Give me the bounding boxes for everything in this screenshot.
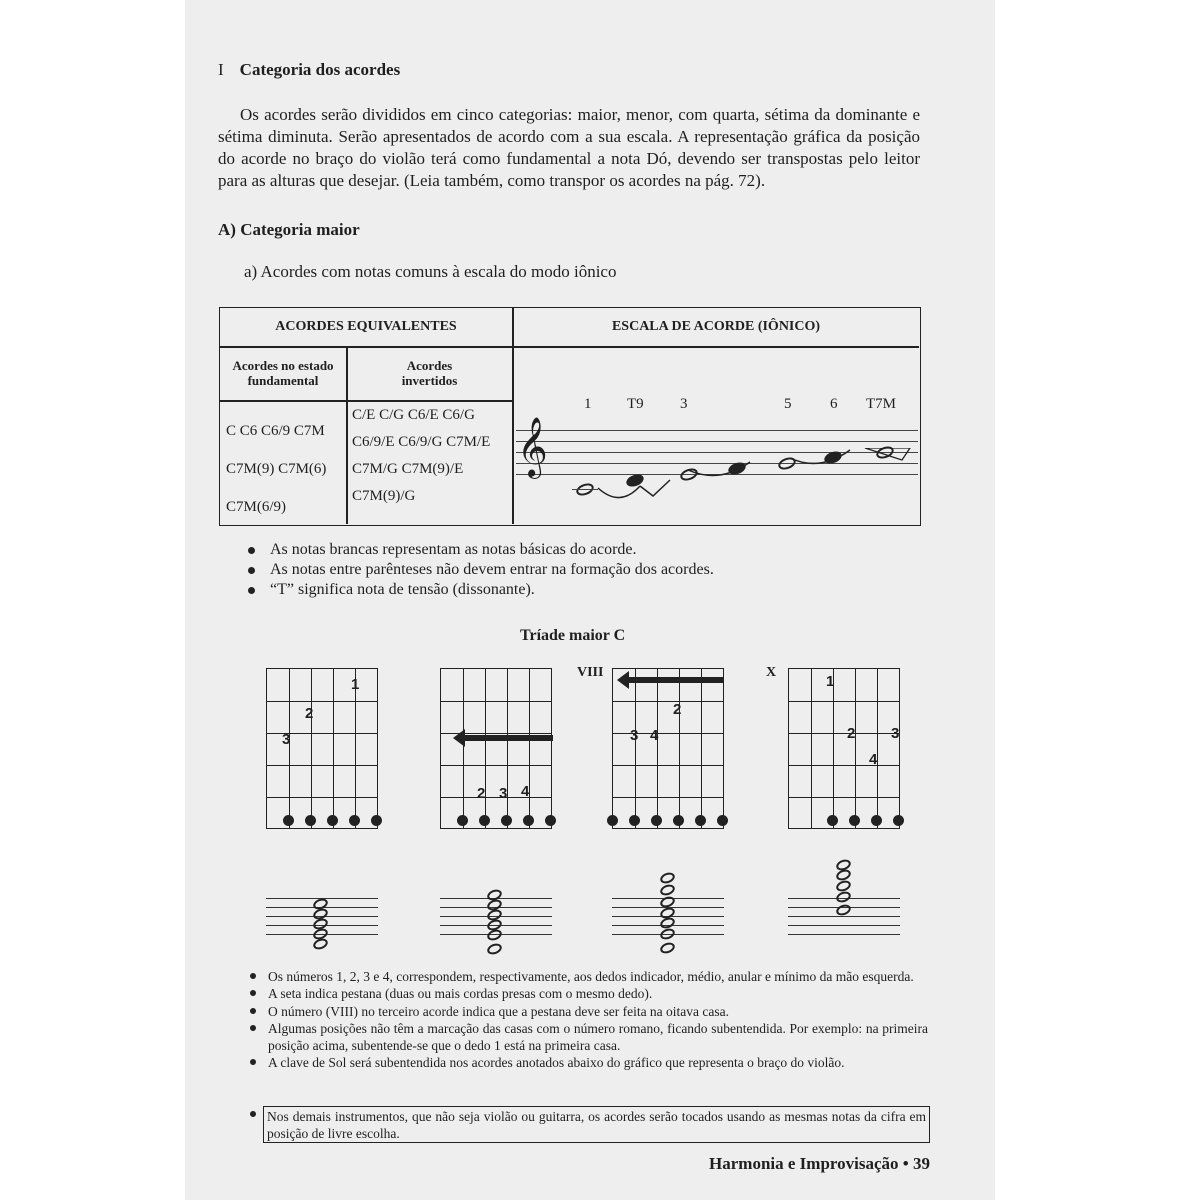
bullet-text: As notas entre parênteses não devem entrar na formação dos acordes. [270, 561, 714, 578]
degree-label: 5 [784, 396, 792, 412]
section-number: I [218, 60, 224, 79]
finger-number: 3 [891, 725, 900, 742]
chord-diagram-1 [266, 668, 378, 829]
col-head-fundamental: Acordes no estado fundamental [232, 358, 334, 388]
table-header-scale: ESCALA DE ACORDE (IÔNICO) [611, 319, 821, 334]
diagram-notes [248, 968, 928, 1072]
finger-number: 2 [847, 725, 856, 742]
fund-row: C7M(9) C7M(6) [226, 461, 327, 477]
bullet-icon [250, 1111, 256, 1117]
degree-label: 6 [830, 396, 838, 412]
inv-row: C/E C/G C6/E C6/G [352, 407, 475, 423]
page-footer: Harmonia e Improvisação • 39 [709, 1154, 930, 1173]
col-head-inverted: Acordes invertidos [401, 358, 458, 388]
finger-number: 4 [521, 783, 530, 800]
intro-text: Os acordes serão divididos em cinco categorias: maior, menor, com quarta, sétima da dominante e sétima diminuta. Serão apresentados de acordo com a sua escala. A representação gráfica da posição do acorde no braço do violão terá como fundamental a nota Dó, devendo ser transpostas pelo leitor para as alturas que desejar. (Leia também, como transpor os acordes na pág. 72). [218, 105, 920, 190]
finger-number: 3 [282, 731, 291, 748]
finger-number: 2 [305, 705, 314, 722]
boxed-note: Nos demais instrumentos, que não seja violão ou guitarra, os acordes serão tocados usando as mesmas notas da cifra em posição de livre escolha. [263, 1106, 930, 1143]
section-title: Categoria dos acordes [239, 60, 401, 79]
fund-row: C C6 C6/9 C7M [226, 423, 325, 439]
finger-number: 4 [650, 727, 659, 744]
subsubsection-heading: a) Acordes com notas comuns à escala do modo iônico [244, 262, 617, 281]
note-item: A seta indica pestana (duas ou mais cordas presas com o mesmo dedo). [248, 985, 928, 1002]
degree-label: 3 [680, 396, 688, 412]
finger-number: 1 [351, 676, 360, 693]
finger-number: 2 [673, 701, 682, 718]
degree-label: T9 [627, 396, 644, 412]
note-item: O número (VIII) no terceiro acorde indica que a pestana deve ser feita na oitava casa. [248, 1003, 928, 1020]
triad-title: Tríade maior C [520, 627, 626, 644]
fret-position-label: VIII [577, 665, 604, 680]
note-item: A clave de Sol será subentendida nos acordes anotados abaixo do gráfico que representa o braço do violão. [248, 1054, 928, 1071]
intro-paragraph [218, 104, 920, 192]
finger-number: 1 [826, 673, 835, 690]
bullet-text: “T” significa nota de tensão (dissonante). [270, 581, 535, 598]
inv-row: C7M/G C7M(9)/E [352, 461, 464, 477]
barre-arrow-icon [627, 677, 723, 683]
finger-number: 3 [499, 785, 508, 802]
subsection-heading: A) Categoria maior [218, 220, 360, 239]
table-header-equivalent: ACORDES EQUIVALENTES [275, 319, 457, 334]
section-heading [218, 60, 400, 80]
finger-number: 2 [477, 785, 486, 802]
degree-label: 1 [584, 396, 592, 412]
inverted-chords [352, 402, 510, 510]
barre-arrow-icon [463, 735, 553, 741]
chord-diagram-2 [440, 668, 552, 829]
inv-row: C7M(9)/G [352, 488, 416, 504]
finger-number: 4 [869, 751, 878, 768]
bullet-text: As notas brancas representam as notas básicas do acorde. [270, 541, 637, 558]
degree-label: T7M [866, 396, 896, 412]
tension-slurs [520, 448, 920, 518]
chord-diagram-3 [612, 668, 724, 829]
fund-row: C7M(6/9) [226, 499, 286, 515]
note-item: Os números 1, 2, 3 e 4, correspondem, respectivamente, aos dedos indicador, médio, anular e mínimo da mão esquerda. [248, 968, 928, 985]
chord-diagram-4 [788, 668, 900, 829]
fundamental-chords [226, 412, 344, 526]
fret-position-label: X [766, 665, 777, 680]
table-notes [248, 540, 714, 600]
inv-row: C6/9/E C6/9/G C7M/E [352, 434, 491, 450]
finger-number: 3 [630, 727, 639, 744]
treble-clef-icon: 𝄞 [517, 417, 548, 477]
chord-table [219, 307, 921, 526]
note-item: Algumas posições não têm a marcação das casas com o número romano, ficando subentendida. Por exemplo: na primeira posição acima, subentende-se que o dedo 1 está na primeira casa. [248, 1020, 928, 1055]
